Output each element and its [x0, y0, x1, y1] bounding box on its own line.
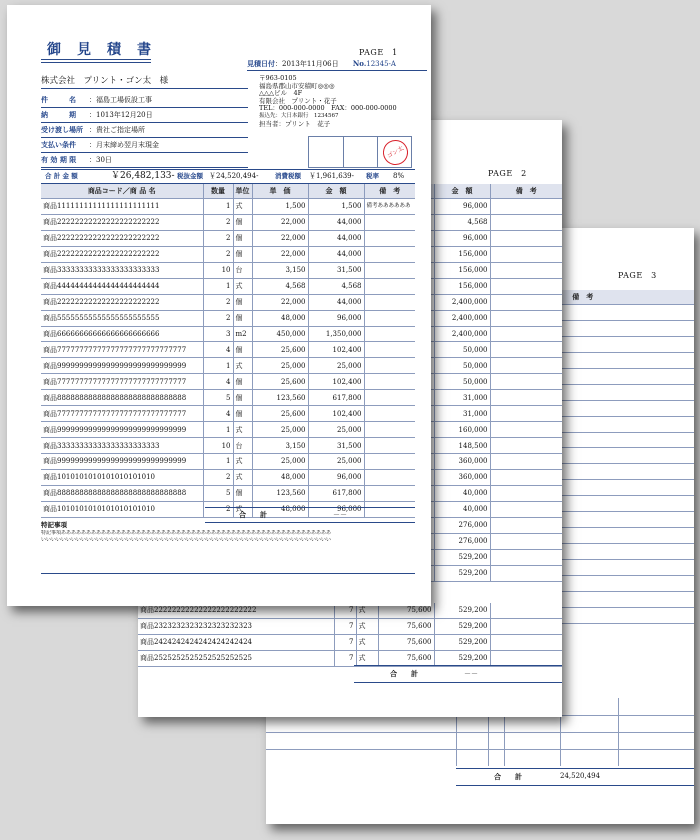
table-row: [41, 230, 415, 246]
note-cell: [490, 469, 562, 485]
amount-cell: 156,000: [434, 262, 490, 278]
amount-cell: 529,200: [434, 603, 490, 618]
price-cell: 3,150: [252, 438, 308, 454]
amount-cell: 4,568: [308, 278, 364, 294]
sender-person: 担当者：プリント 花子: [259, 119, 331, 128]
amount-cell: 529,200: [434, 618, 490, 634]
field-label: 受け渡し場所: [41, 125, 83, 134]
col-unit-header: 単位: [233, 184, 252, 199]
amount-cell: 2,400,000: [434, 310, 490, 326]
note-cell: [364, 438, 415, 454]
page2-lower-table: [138, 603, 562, 667]
quote-field-row: [41, 138, 248, 153]
item-name-cell: 商品44444444444444444444444: [41, 278, 203, 294]
item-name-cell: 商品55555555555555555555555: [41, 310, 203, 326]
unit-cell: 式: [233, 422, 252, 438]
item-name-cell: 商品22222222222222222222222: [41, 230, 203, 246]
note-cell: [490, 374, 562, 390]
table-row: [41, 406, 415, 422]
unit-cell: 式: [233, 358, 252, 374]
date-value: ：2013年11月06日: [275, 60, 339, 68]
item-name-cell: 商品2424242424242424242424: [138, 634, 334, 650]
qty-cell: 7: [334, 634, 356, 650]
amount-cell: 31,000: [434, 406, 490, 422]
field-value: ：30日: [89, 156, 112, 164]
note-cell: [490, 278, 562, 294]
qty-cell: 2: [203, 501, 233, 517]
unit-cell: 個: [233, 214, 252, 230]
table-row: [41, 262, 415, 278]
note-cell: [490, 294, 562, 310]
price-cell: 48,000: [252, 469, 308, 485]
amount-cell: 44,000: [308, 294, 364, 310]
items-total-row: [205, 507, 415, 523]
note-cell: [490, 634, 562, 650]
note-cell: [490, 454, 562, 470]
table-row: [41, 422, 415, 438]
item-name-cell: 商品1010101010101010101010: [41, 501, 203, 517]
col-qty-header: 数量: [203, 184, 233, 199]
table-row: [41, 326, 415, 342]
amount-cell: 156,000: [434, 246, 490, 262]
quote-field-row: [41, 93, 248, 108]
page-label: PAGE 1: [359, 48, 398, 57]
title-underline: [41, 59, 151, 60]
field-label: 支払い条件: [41, 140, 76, 149]
total-label: 合 計: [390, 669, 418, 678]
amount-cell: 25,000: [308, 422, 364, 438]
note-cell: [490, 650, 562, 666]
amount-cell: 102,400: [308, 374, 364, 390]
item-name-cell: 商品33333333333333333333333: [41, 438, 203, 454]
page2-total-row: [354, 665, 562, 683]
note-cell: [490, 262, 562, 278]
note-cell: [490, 438, 562, 454]
table-row: [41, 294, 415, 310]
item-name-cell: 商品88888888888888888888888888888: [41, 485, 203, 501]
note-cell: [364, 485, 415, 501]
note-cell: [490, 230, 562, 246]
col-note-header: 備 考: [364, 184, 415, 199]
amount-cell: 44,000: [308, 214, 364, 230]
quote-number-label: No.: [352, 59, 367, 68]
title-underline-2: [41, 62, 151, 63]
unit-cell: 式: [233, 454, 252, 470]
qty-cell: 7: [334, 650, 356, 666]
tax-rate-value: 8%: [393, 172, 405, 180]
qty-cell: 5: [203, 390, 233, 406]
amount-cell: 25,000: [308, 454, 364, 470]
unit-cell: 式: [233, 199, 252, 215]
unit-cell: 個: [233, 310, 252, 326]
unit-cell: 式: [233, 469, 252, 485]
qty-cell: 7: [334, 603, 356, 618]
amount-cell: 160,000: [434, 422, 490, 438]
amount-cell: 102,400: [308, 342, 364, 358]
item-name-cell: 商品11111111111111111111111: [41, 199, 203, 215]
price-cell: 123,560: [252, 390, 308, 406]
unit-cell: 個: [233, 230, 252, 246]
item-name-cell: 商品2323232323232323232323: [138, 618, 334, 634]
note-cell: [490, 358, 562, 374]
sender-postal: 〒963-0105: [259, 74, 297, 82]
item-name-cell: 商品22222222222222222222222: [41, 294, 203, 310]
price-cell: 25,600: [252, 374, 308, 390]
amount-cell: 529,200: [434, 565, 490, 581]
note-cell: [364, 294, 415, 310]
price-cell: 25,000: [252, 422, 308, 438]
total-value: －－: [464, 670, 478, 678]
amount-cell: 617,800: [308, 390, 364, 406]
amount-cell: 156,000: [434, 278, 490, 294]
item-name-cell: 商品2525252525252525252525: [138, 650, 334, 666]
remarks-label: 特記事項: [41, 521, 67, 529]
unit-cell: 個: [233, 246, 252, 262]
sender-company: 有限会社 プリント・花子: [259, 96, 337, 105]
note-cell: [364, 454, 415, 470]
qty-cell: 7: [334, 618, 356, 634]
amount-cell: 96,000: [308, 501, 364, 517]
unit-cell: 個: [233, 342, 252, 358]
table-row: [41, 390, 415, 406]
sender-address-2: △△△ビル 4F: [259, 89, 303, 98]
total-label: 合 計: [239, 510, 267, 519]
item-name-cell: 商品88888888888888888888888888888: [41, 390, 203, 406]
amount-cell: 4,568: [434, 214, 490, 230]
item-name-cell: 商品99999999999999999999999999999: [41, 454, 203, 470]
qty-cell: 4: [203, 406, 233, 422]
item-name-cell: 商品33333333333333333333333: [41, 262, 203, 278]
unit-cell: 式: [356, 618, 378, 634]
table-row: [138, 634, 562, 650]
amount-cell: 50,000: [434, 374, 490, 390]
unit-cell: 個: [233, 406, 252, 422]
amount-cell: 1,350,000: [308, 326, 364, 342]
qty-cell: 1: [203, 358, 233, 374]
note-cell: [490, 485, 562, 501]
items-table: [41, 184, 415, 518]
amount-cell: 40,000: [434, 485, 490, 501]
amount-cell: 529,200: [434, 650, 490, 666]
pretax-value: ￥24,520,494-: [209, 172, 259, 180]
stamp-box: [308, 136, 412, 168]
note-cell: [490, 390, 562, 406]
note-cell: [490, 326, 562, 342]
total-value: 24,520,494: [560, 772, 601, 780]
note-cell: [364, 246, 415, 262]
table-row: [41, 246, 415, 262]
unit-cell: 式: [356, 634, 378, 650]
unit-cell: 個: [233, 390, 252, 406]
item-name-cell: 商品99999999999999999999999999999: [41, 358, 203, 374]
quote-fields: [41, 93, 248, 168]
note-cell: [490, 246, 562, 262]
table-row: [41, 214, 415, 230]
unit-cell: 台: [233, 262, 252, 278]
seal-stamp: ゴン太: [378, 135, 412, 169]
total-amount-label: 合 計 金 額: [45, 172, 78, 180]
price-cell: 25,000: [252, 358, 308, 374]
item-name-cell: 商品66666666666666666666666: [41, 326, 203, 342]
note-cell: [490, 310, 562, 326]
price-cell: 25,600: [252, 342, 308, 358]
quote-field-row: [41, 153, 248, 168]
note-cell: [364, 469, 415, 485]
price-cell: 75,600: [378, 634, 434, 650]
amount-cell: 44,000: [308, 230, 364, 246]
sender-tel-fax: TEL：000-000-0000 FAX：000-000-0000: [259, 104, 397, 113]
note-cell: [364, 422, 415, 438]
quote-page-1: [7, 5, 431, 606]
price-cell: 450,000: [252, 326, 308, 342]
amount-cell: 25,000: [308, 358, 364, 374]
qty-cell: 2: [203, 469, 233, 485]
page3-total-row: [456, 768, 694, 786]
remarks-block: [41, 522, 415, 545]
item-name-cell: 商品22222222222222222222222: [138, 603, 334, 618]
sender-block: [259, 75, 397, 128]
note-cell: [490, 533, 562, 549]
col-note-header: 備 考: [490, 184, 562, 199]
price-cell: 22,000: [252, 294, 308, 310]
col-price-header: 単 価: [252, 184, 308, 199]
field-value: ：貴社ご指定場所: [89, 126, 145, 134]
amount-cell: 31,000: [434, 390, 490, 406]
qty-cell: 2: [203, 294, 233, 310]
item-name-cell: 商品77777777777777777777777777777: [41, 374, 203, 390]
note-cell: [490, 406, 562, 422]
table-row: [41, 374, 415, 390]
table-row: [41, 454, 415, 470]
field-label: 納 期: [41, 110, 76, 119]
qty-cell: 1: [203, 454, 233, 470]
note-cell: [364, 214, 415, 230]
price-cell: 48,000: [252, 501, 308, 517]
total-value: －－: [333, 511, 347, 519]
note-cell: [364, 374, 415, 390]
field-value: ：月末締め翌月末現金: [89, 141, 159, 149]
amount-cell: 96,000: [434, 230, 490, 246]
item-name-cell: 商品77777777777777777777777777777: [41, 342, 203, 358]
col-note-header: 備 考: [471, 290, 694, 305]
customer-name: 株式会社 プリント・ゴン太 様: [41, 74, 248, 89]
table-row: [41, 438, 415, 454]
amount-cell: 31,500: [308, 438, 364, 454]
item-name-cell: 商品99999999999999999999999999999: [41, 422, 203, 438]
table-row: [41, 358, 415, 374]
qty-cell: 10: [203, 262, 233, 278]
price-cell: 1,500: [252, 199, 308, 215]
qty-cell: 1: [203, 278, 233, 294]
price-cell: 3,150: [252, 262, 308, 278]
item-name-cell: 商品22222222222222222222222: [41, 214, 203, 230]
table-row: [41, 310, 415, 326]
remarks-line-1: 特記事項ああああああああああああああああああああああああああああああああああああああああああああああああああああああ: [41, 529, 332, 536]
note-cell: [490, 565, 562, 581]
col-amount-header: 金 額: [434, 184, 490, 199]
unit-cell: 個: [233, 485, 252, 501]
col-amount-header: 金 額: [308, 184, 364, 199]
price-cell: 22,000: [252, 214, 308, 230]
note-cell: [490, 214, 562, 230]
remarks-line-2: いいいいいいいいいいいいいいいいいいいいいいいいいいいいいいいいいいいいいいいいいいいいいいいいいいいいいいいいいい: [41, 537, 332, 543]
field-label: 有 効 期 限: [41, 155, 77, 164]
item-name-cell: 商品1010101010101010101010: [41, 469, 203, 485]
note-cell: [490, 342, 562, 358]
table-row: [41, 342, 415, 358]
note-cell: [364, 406, 415, 422]
note-cell: [364, 342, 415, 358]
price-cell: 75,600: [378, 650, 434, 666]
amount-cell: 360,000: [434, 454, 490, 470]
qty-cell: 10: [203, 438, 233, 454]
table-row: [41, 485, 415, 501]
amount-cell: 1,500: [308, 199, 364, 215]
unit-cell: m2: [233, 326, 252, 342]
amount-cell: 529,200: [434, 549, 490, 565]
unit-cell: 式: [233, 501, 252, 517]
amount-cell: 276,000: [434, 517, 490, 533]
unit-cell: 台: [233, 438, 252, 454]
table-row: [138, 650, 562, 666]
item-name-cell: 商品22222222222222222222222: [41, 246, 203, 262]
quote-field-row: [41, 123, 248, 138]
sender-address-1: 福島県郡山市安積町◎◎◎: [259, 81, 335, 90]
note-cell: [364, 278, 415, 294]
tax-rate-label: 税率: [366, 172, 379, 180]
price-cell: 48,000: [252, 310, 308, 326]
document-title: 御 見 積 書: [47, 42, 152, 58]
field-value: ：福島工場仮設工事: [89, 96, 152, 104]
qty-cell: 4: [203, 342, 233, 358]
table-row: [138, 618, 562, 634]
price-cell: 75,600: [378, 618, 434, 634]
note-cell: [490, 517, 562, 533]
table-row: [41, 278, 415, 294]
qty-cell: 1: [203, 199, 233, 215]
amount-cell: 2,400,000: [434, 326, 490, 342]
note-cell: [490, 199, 562, 215]
date-line: [247, 59, 427, 71]
amount-cell: 50,000: [434, 358, 490, 374]
note-cell: [490, 422, 562, 438]
note-cell: [364, 310, 415, 326]
note-cell: 備考ああああああ: [364, 199, 415, 215]
field-label: 件 名: [41, 95, 76, 104]
note-cell: [490, 501, 562, 517]
note-cell: [364, 262, 415, 278]
amount-cell: 148,500: [434, 438, 490, 454]
field-value: ：1013年12月20日: [89, 111, 153, 119]
quote-number: 12345-A: [366, 60, 396, 68]
quote-field-row: [41, 108, 248, 123]
pretax-label: 税抜金額: [177, 172, 203, 180]
note-cell: [490, 549, 562, 565]
unit-cell: 式: [356, 603, 378, 618]
amount-cell: 40,000: [434, 501, 490, 517]
col-name-header: 商品コード／商 品 名: [41, 184, 203, 199]
price-cell: 4,568: [252, 278, 308, 294]
date-label: 見積日付: [247, 59, 275, 68]
tax-label: 消費税額: [275, 172, 301, 180]
summary-bar: [41, 169, 415, 184]
amount-cell: 44,000: [308, 246, 364, 262]
qty-cell: 4: [203, 374, 233, 390]
unit-cell: 式: [356, 650, 378, 666]
amount-cell: 31,500: [308, 262, 364, 278]
unit-cell: 個: [233, 294, 252, 310]
amount-cell: 360,000: [434, 469, 490, 485]
page-label: PAGE 3: [618, 271, 657, 280]
qty-cell: 2: [203, 246, 233, 262]
price-cell: 22,000: [252, 230, 308, 246]
price-cell: 25,600: [252, 406, 308, 422]
note-cell: [490, 618, 562, 634]
amount-cell: 102,400: [308, 406, 364, 422]
amount-cell: 50,000: [434, 342, 490, 358]
price-cell: 22,000: [252, 246, 308, 262]
price-cell: 25,000: [252, 454, 308, 470]
note-cell: [364, 390, 415, 406]
amount-cell: 96,000: [308, 469, 364, 485]
tax-value: ￥1,961,639-: [309, 172, 354, 180]
note-cell: [364, 230, 415, 246]
sender-bank: 振込先：大日本銀行 1234567: [259, 112, 339, 119]
qty-cell: 1: [203, 422, 233, 438]
page-label: PAGE 2: [488, 169, 527, 178]
qty-cell: 2: [203, 214, 233, 230]
amount-cell: 96,000: [434, 199, 490, 215]
price-cell: 75,600: [378, 603, 434, 618]
table-row: [41, 469, 415, 485]
unit-cell: 式: [233, 278, 252, 294]
total-label: 合 計: [494, 772, 522, 781]
amount-cell: 276,000: [434, 533, 490, 549]
amount-cell: 617,800: [308, 485, 364, 501]
price-cell: 123,560: [252, 485, 308, 501]
amount-cell: 2,400,000: [434, 294, 490, 310]
unit-cell: 個: [233, 374, 252, 390]
note-cell: [364, 326, 415, 342]
item-name-cell: 商品77777777777777777777777777777: [41, 406, 203, 422]
total-amount-value: ￥26,482,133-: [111, 171, 175, 181]
qty-cell: 5: [203, 485, 233, 501]
qty-cell: 2: [203, 230, 233, 246]
amount-cell: 96,000: [308, 310, 364, 326]
remarks-bottom-rule: [41, 573, 415, 574]
qty-cell: 3: [203, 326, 233, 342]
qty-cell: 2: [203, 310, 233, 326]
note-cell: [490, 603, 562, 618]
amount-cell: 529,200: [434, 634, 490, 650]
note-cell: [364, 358, 415, 374]
table-row: [41, 199, 415, 215]
